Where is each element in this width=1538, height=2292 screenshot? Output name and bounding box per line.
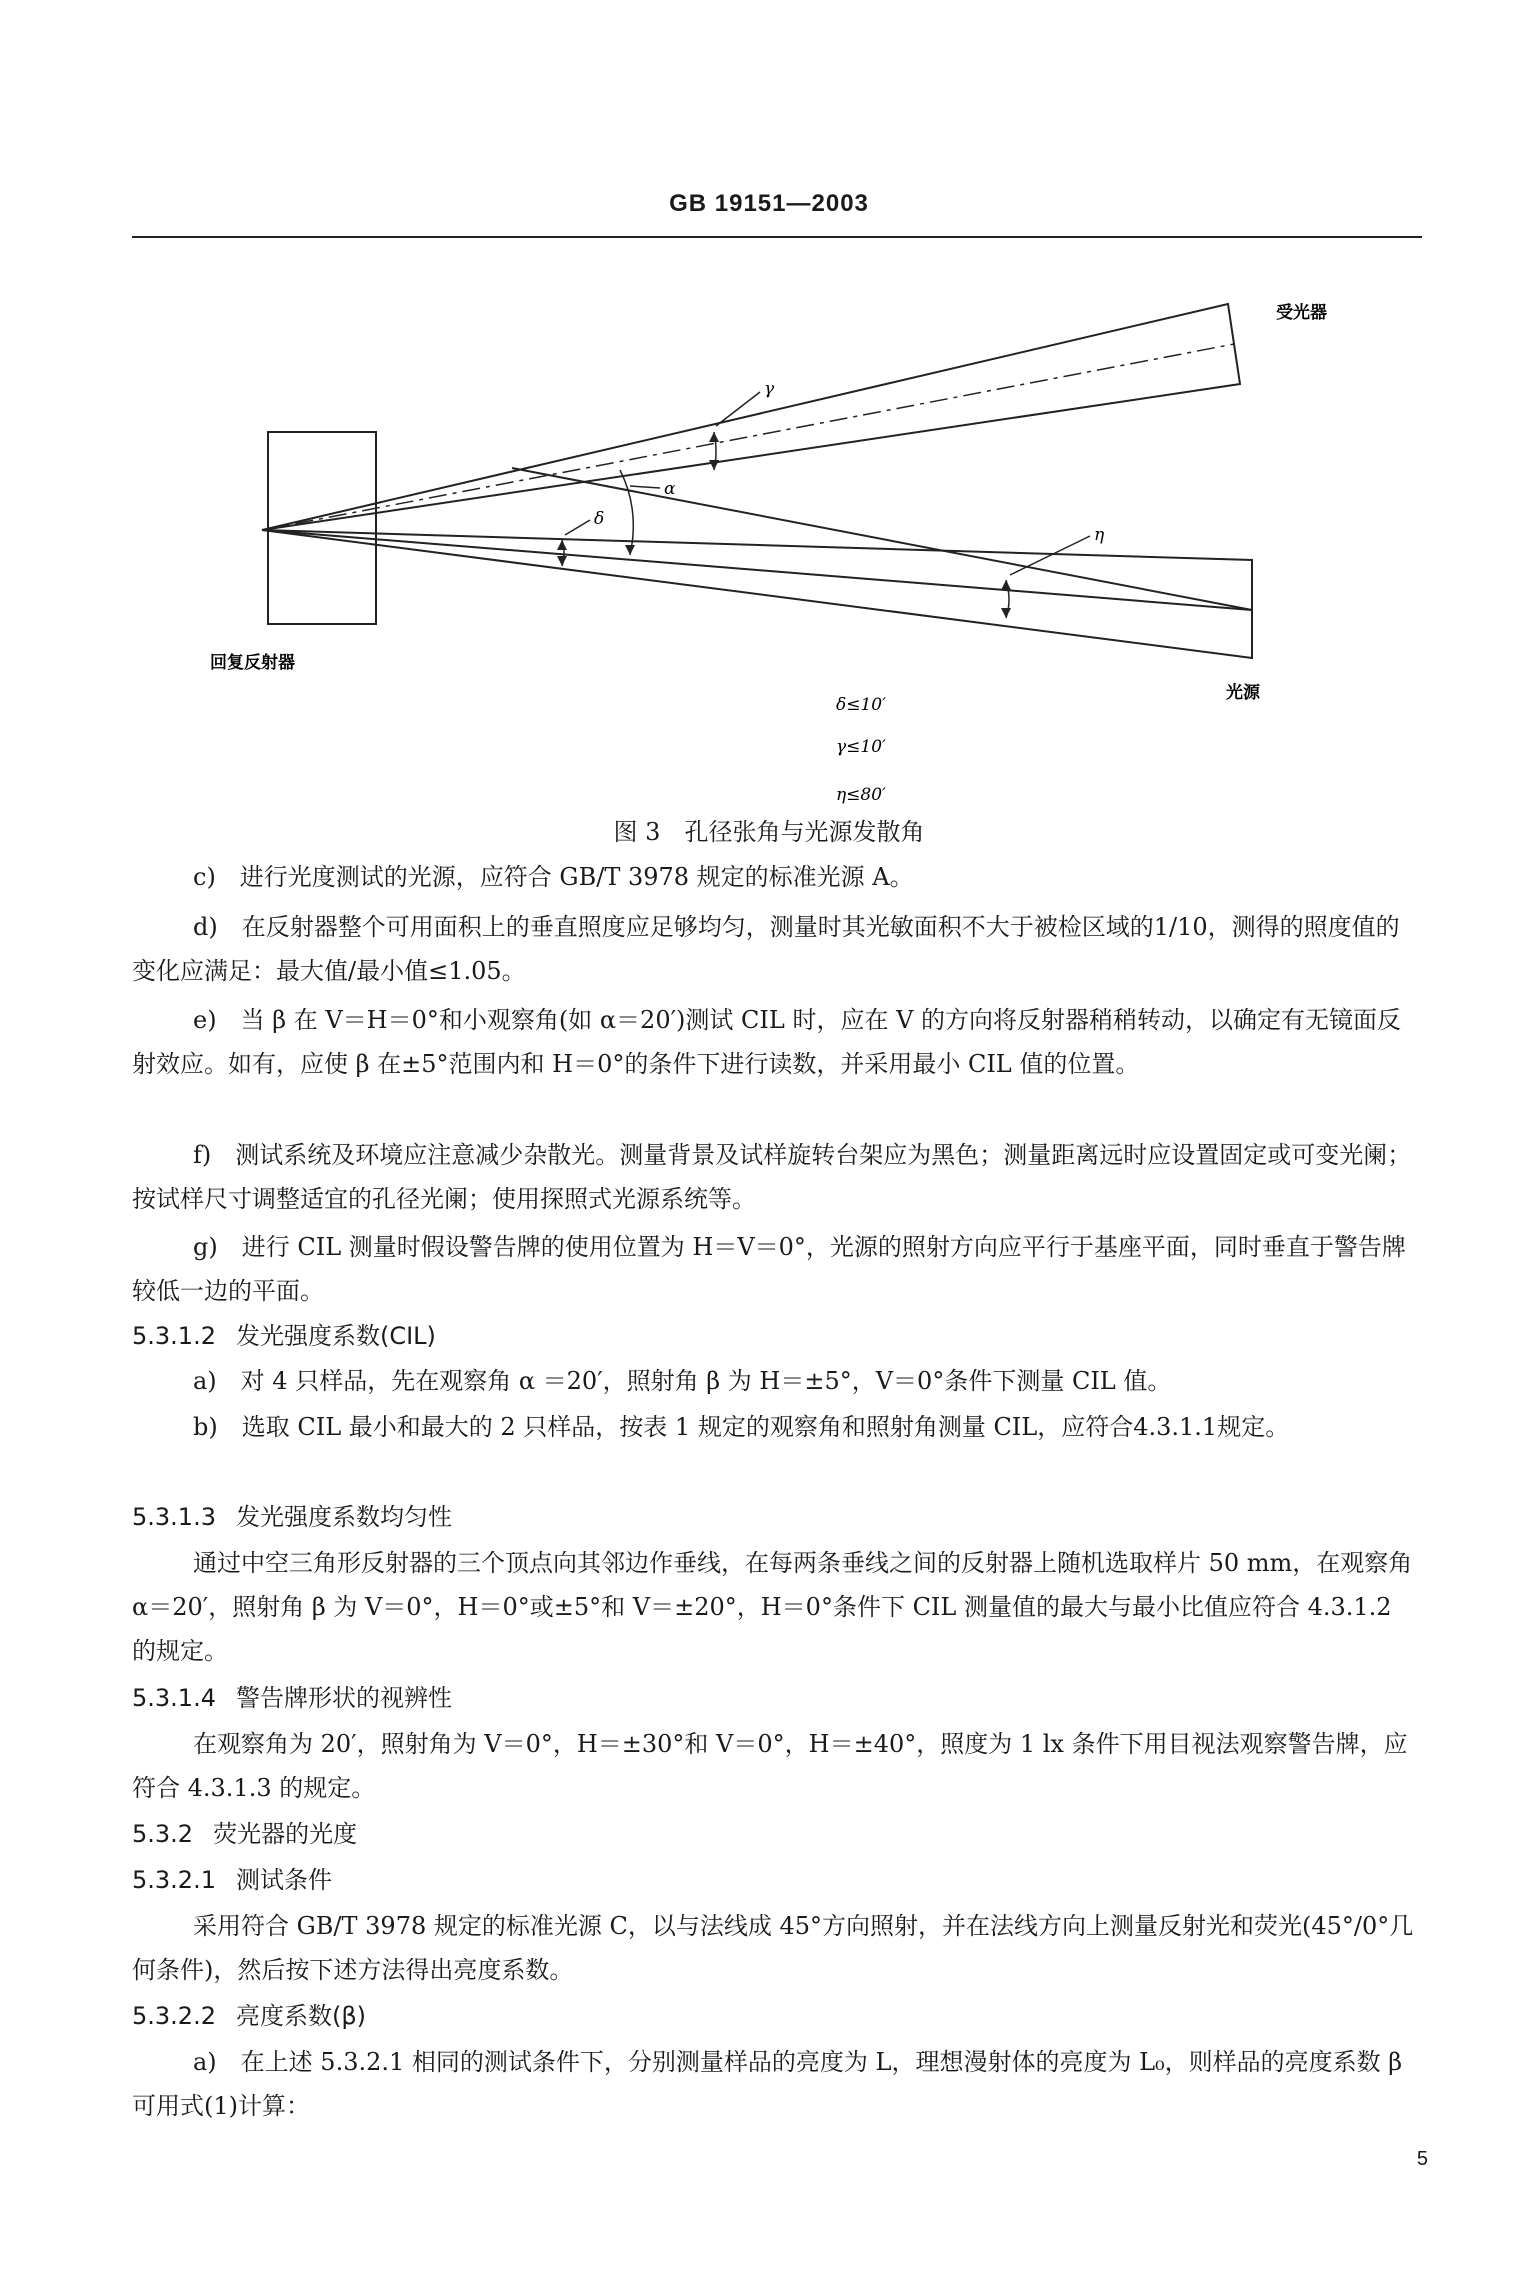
heading-title: 警告牌形状的视辨性 bbox=[235, 1684, 452, 1712]
para-5322-a: a) 在上述 5.3.2.1 相同的测试条件下，分别测量样品的亮度为 L，理想漫射体的亮度为 L₀，则样品的亮度系数 β 可用式(1)计算： bbox=[132, 2048, 1403, 2120]
cond-delta: δ≤10′ bbox=[836, 695, 886, 715]
symbol-eta: η bbox=[1094, 525, 1105, 545]
label-receiver: 受光器 bbox=[1276, 303, 1327, 323]
alpha-leader bbox=[630, 486, 660, 488]
heading-5-3-2 bbox=[132, 1812, 357, 1856]
label-retroreflector: 回复反射器 bbox=[210, 653, 295, 673]
page-number: 5 bbox=[1416, 2148, 1428, 2170]
receiver-wedge bbox=[262, 304, 1240, 530]
para-5314: 在观察角为 20′，照射角为 V＝0°，H＝±30°和 V＝0°，H＝±40°，照度为 1 lx 条件下用目视法观察警告牌，应符合 4.3.1.3 的规定。 bbox=[132, 1730, 1408, 1802]
symbol-gamma: γ bbox=[764, 379, 775, 399]
para-d: d) 在反射器整个可用面积上的垂直照度应足够均匀，测量时其光敏面积不大于被检区域的1/10，测得的照度值的变化应满足：最大值/最小值≤1.05。 bbox=[132, 913, 1400, 985]
para-g: g) 进行 CIL 测量时假设警告牌的使用位置为 H＝V＝0°，光源的照射方向应平行于基座平面，同时垂直于警告牌较低一边的平面。 bbox=[132, 1233, 1406, 1305]
heading-5-3-1-4 bbox=[132, 1676, 452, 1720]
heading-5-3-2-1 bbox=[132, 1858, 332, 1902]
header-rule bbox=[132, 236, 1422, 238]
gamma-leader bbox=[716, 392, 760, 426]
figure-3-diagram bbox=[0, 290, 1538, 810]
alpha-arc bbox=[620, 470, 633, 555]
symbol-alpha: α bbox=[664, 479, 676, 499]
heading-5-3-2-2 bbox=[132, 1994, 366, 2038]
symbol-delta: δ bbox=[594, 509, 605, 529]
heading-5-3-1-2 bbox=[132, 1314, 436, 1358]
heading-number: 5.3.1.3 bbox=[132, 1503, 216, 1531]
para-5312-a: a) 对 4 只样品，先在观察角 α ＝20′，照射角 β 为 H＝±5°，V＝0°条件下测量 CIL 值。 bbox=[193, 1367, 1172, 1395]
para-c: c) 进行光度测试的光源，应符合 GB/T 3978 规定的标准光源 A。 bbox=[193, 863, 914, 891]
label-light-source: 光源 bbox=[1226, 683, 1260, 703]
page-header: GB 19151—2003 bbox=[669, 190, 869, 217]
heading-5-3-1-3 bbox=[132, 1495, 452, 1539]
delta-leader bbox=[565, 520, 590, 535]
figure-caption: 图 3 孔径张角与光源发散角 bbox=[613, 818, 925, 846]
heading-number: 5.3.1.4 bbox=[132, 1684, 216, 1712]
heading-number: 5.3.2 bbox=[132, 1820, 194, 1848]
retroreflector-box bbox=[268, 432, 376, 624]
heading-title: 荧光器的光度 bbox=[213, 1820, 358, 1848]
heading-number: 5.3.2.1 bbox=[132, 1866, 216, 1894]
cond-gamma: γ≤10′ bbox=[836, 737, 886, 757]
heading-title: 测试条件 bbox=[235, 1866, 332, 1894]
cond-eta: η≤80′ bbox=[836, 785, 886, 805]
para-e: e) 当 β 在 V＝H＝0°和小观察角(如 α＝20′)测试 CIL 时，应在 V 的方向将反射器稍稍转动，以确定有无镜面反射效应。如有，应使 β 在±5°范围内和 H＝0°的条件下进行读数，并采用最小 CIL 值的位置。 bbox=[132, 1006, 1402, 1078]
heading-number: 5.3.2.2 bbox=[132, 2002, 216, 2030]
para-f: f) 测试系统及环境应注意减少杂散光。测量背景及试样旋转台架应为黑色；测量距离远时应设置固定或可变光阑；按试样尺寸调整适宜的孔径光阑；使用探照式光源系统等。 bbox=[132, 1141, 1412, 1213]
para-5312-b: b) 选取 CIL 最小和最大的 2 只样品，按表 1 规定的观察角和照射角测量 CIL，应符合4.3.1.1规定。 bbox=[193, 1413, 1290, 1441]
heading-title: 发光强度系数(CIL) bbox=[235, 1322, 436, 1350]
source-wedge bbox=[262, 530, 1252, 658]
heading-title: 亮度系数(β) bbox=[235, 2002, 367, 2030]
heading-number: 5.3.1.2 bbox=[132, 1322, 216, 1350]
para-5321: 采用符合 GB/T 3978 规定的标准光源 C，以与法线成 45°方向照射，并在法线方向上测量反射光和荧光(45°/0°几何条件)，然后按下述方法得出亮度系数。 bbox=[132, 1912, 1414, 1984]
heading-title: 发光强度系数均匀性 bbox=[235, 1503, 452, 1531]
source-edge-line bbox=[512, 468, 1252, 610]
receiver-axis bbox=[262, 344, 1234, 530]
para-5313: 通过中空三角形反射器的三个顶点向其邻边作垂线，在每两条垂线之间的反射器上随机选取样片 50 mm，在观察角 α＝20′，照射角 β 为 V＝0°，H＝0°或±5°和 V＝±20°，H＝0°条件下 CIL 测量值的最大与最小比值应符合 4.3.1.2 的规定。 bbox=[132, 1549, 1413, 1665]
